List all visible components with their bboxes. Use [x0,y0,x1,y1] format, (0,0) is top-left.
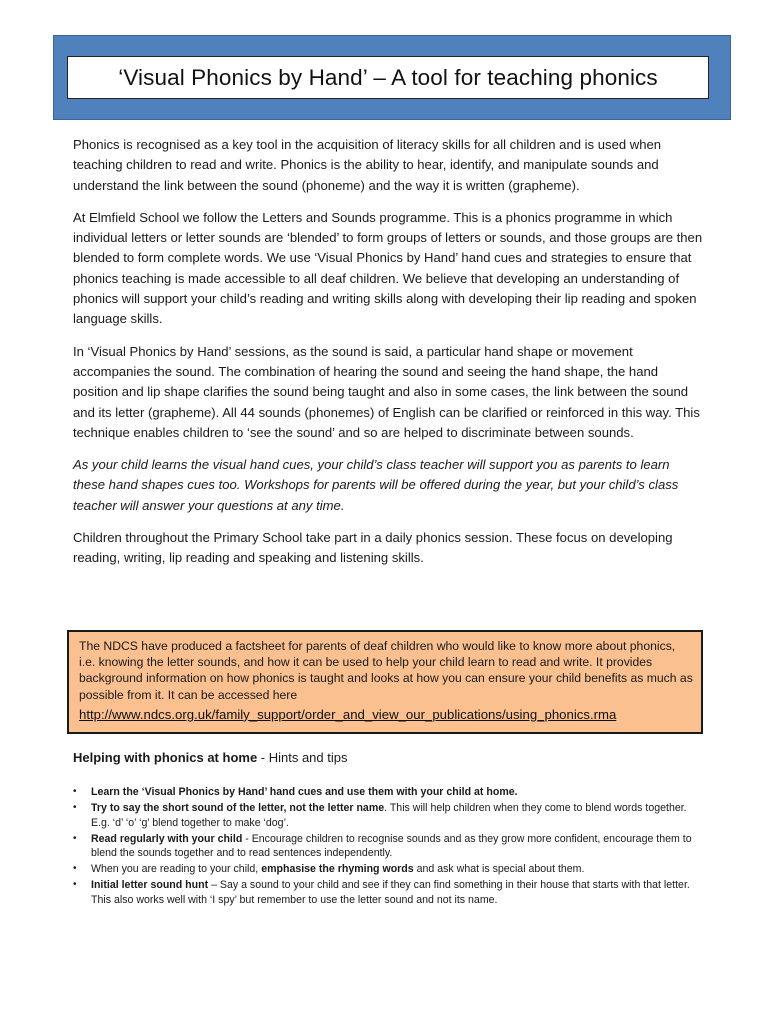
paragraph-intro: Phonics is recognised as a key tool in the acquisition of literacy skills for all children and is used when teaching children to read and write. Phonics is the ability to hear, identify, and manipulate sounds and understand the link between the sound (phoneme) and the way it is written (grapheme). [73,137,662,193]
tips-heading-rest: - Hints and tips [257,750,348,765]
bullet-icon: • [73,863,77,874]
tip-text: and ask what is special about them. [413,863,585,875]
ndcs-link[interactable]: http://www.ndcs.org.uk/family_support/order_and_view_our_publications/using_phonics.rma [79,706,617,722]
ndcs-callout [67,630,703,734]
tips-heading-bold: Helping with phonics at home [73,750,258,765]
tip-text: – Say a sound to your child and see if they can find something in their house that starts with that letter. This also works well with ‘I spy’ but remember to use the letter sound and not its name. [91,879,690,906]
ndcs-text: The NDCS have produced a factsheet for parents of deaf children who would like to know more about phonics, i.e. knowing the letter sounds, and how it can be used to help your child learn to read and write. It provides background information on how phonics is taught and looks at how you can ensure your child benefits as much as possible from it. It can be accessed here [79,639,693,702]
tip-bold: Learn the ‘Visual Phonics by Hand’ hand cues and use them with your child at home. [91,786,518,798]
bullet-icon: • [73,786,77,797]
list-item [73,801,693,830]
body-text [73,135,703,581]
list-item [73,862,693,877]
tip-bold: Try to say the short sound of the letter, not the letter name [91,802,385,814]
bullet-icon: • [73,879,77,890]
tips-list [73,785,693,909]
tip-bold: Read regularly with your child [91,832,243,845]
list-item [73,832,693,861]
page-title: ‘Visual Phonics by Hand’ – A tool for teaching phonics [118,64,658,90]
tip-pre: When you are reading to your child, [91,863,262,875]
title-box [67,56,709,99]
list-item [73,878,693,907]
tip-bold: Initial letter sound hunt [91,879,209,891]
tip-text: . This will help children when they come to blend words together. E.g. ‘d’ ‘o’ ‘g’ blend together to make ‘dog’. [91,802,687,829]
paragraph-parents: As your child learns the visual hand cues, your child’s class teacher will support you as parents to learn these hand shapes cues too. Workshops for parents will be offered during the year, but your child’s class teacher will answer your questions at any time. [73,457,679,513]
title-banner [53,35,731,120]
paragraph-daily: Children throughout the Primary School take part in a daily phonics session. These focus on developing reading, writing, lip reading and speaking and listening skills. [73,530,673,566]
tip-text: - Encourage children to recognise sounds and as they grow more confident, encourage them to blend the sounds together and to read sentences independently. [91,832,692,859]
tip-bold: emphasise the rhyming words [261,863,414,875]
list-item [73,785,693,800]
bullet-icon: • [73,832,77,844]
paragraph-programme: At Elmfield School we follow the Letters and Sounds programme. This is a phonics programme in which individual letters or letter sounds are ‘blended’ to form groups of letters or sounds, and those groups are then blended to form complete words. We use ‘Visual Phonics by Hand’ hand cues and strategies to ensure that phonics teaching is made accessible to all deaf children. We believe that developing an understanding of phonics will support your child’s reading and writing skills along with developing their lip reading and spoken language skills. [73,209,703,327]
bullet-icon: • [73,802,77,813]
paragraph-sessions: In ‘Visual Phonics by Hand’ sessions, as the sound is said, a particular hand shape or movement accompanies the sound. The combination of hearing the sound and seeing the hand shape, the hand position and lip shape clarifies the sound being taught and also in some cases, the link between the sound and its letter (grapheme). All 44 sounds (phonemes) of English can be clarified or reinforced in this way. This technique enables children to ‘see the sound’ and so are helped to discriminate between sounds. [73,343,700,440]
tips-heading [73,750,348,765]
